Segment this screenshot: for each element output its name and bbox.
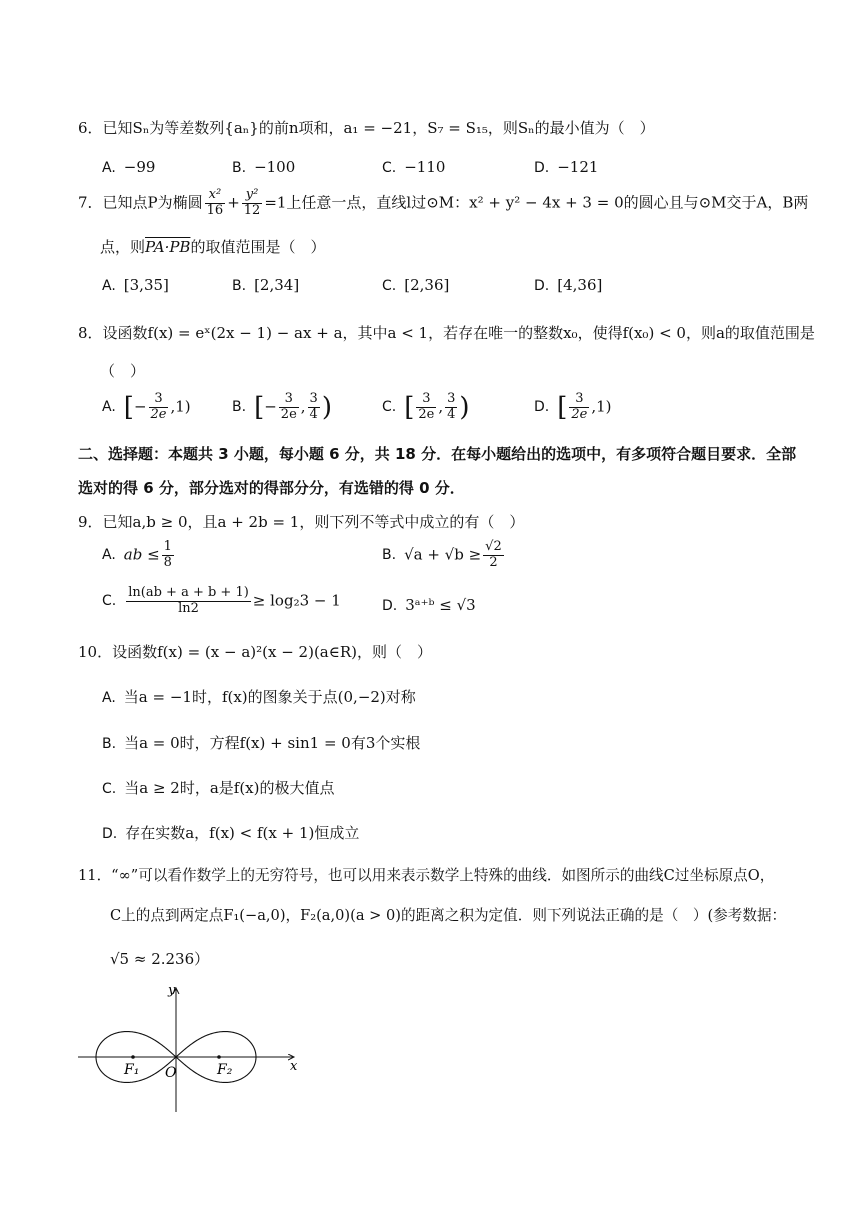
q11-stem: 11．“∞”可以看作数学上的无穷符号，也可以用来表示数学上特殊的曲线．如图所示的曲线C过坐标原点O， xyxy=(78,867,775,884)
q7-fraction-y: $\frac{\text{y²}}{12}$ xyxy=(243,187,261,218)
q9-option-a: A. ab ≤ $\frac{1}{8}$ xyxy=(102,539,172,570)
q8-option-d: D. [ $\frac{3}{2e}$ ,1) xyxy=(534,391,612,423)
axis-x-label: x xyxy=(290,1059,298,1074)
q7-vector-product: PA·PB xyxy=(145,238,191,256)
q10-stem: 10．设函数f(x) = (x − a)²(x − 2)(a∈R)，则（ ） xyxy=(78,643,432,661)
q9-stem: 9．已知a,b ≥ 0，且a + 2b = 1，则下列不等式中成立的有（ ） xyxy=(78,513,525,531)
q6-stem: 6．已知Sₙ为等差数列{aₙ}的前n项和，a₁ = −21，S₇ = S₁₅，则Sₙ的最小值为（ ） xyxy=(78,119,655,137)
q7-option-b: B. [2,34] xyxy=(232,276,300,294)
q10-option-c: C. 当a ≥ 2时，a是f(x)的极大值点 xyxy=(102,779,335,797)
origin-label: O xyxy=(165,1065,177,1081)
q9-option-d: D. 3ᵃ⁺ᵇ ≤ √3 xyxy=(382,596,476,614)
q7-stem-line2: 点，则PA·PB的取值范围是（ ） xyxy=(100,238,326,256)
q8-option-c: C. [ $\frac{3}{2e}$ , $\frac{3}{4}$ ) xyxy=(382,391,470,423)
q8-paren: （ ） xyxy=(100,362,146,380)
q7-fraction-x: $\frac{\text{x²}}{16}$ xyxy=(206,187,224,218)
q6-option-d: D. −121 xyxy=(534,158,599,176)
q7-stem: 7．已知点P为椭圆 $\frac{\text{x²}}{16}$ + $\frac{\text{y²}}{12}$ =1上任意一点，直线l过⊙M：x² + y² − 4x + 3 = 0的圆心且与⊙M交于A，B两 xyxy=(78,187,809,218)
axis-y-label: y xyxy=(168,983,176,998)
q8-stem: 8．设函数f(x) = eˣ(2x − 1) − ax + a，其中a < 1，若存在唯一的整数x₀，使得f(x₀) < 0，则a的取值范围是 xyxy=(78,324,815,342)
section2-heading: 二、选择题：本题共 3 小题，每小题 6 分，共 18 分．在每小题给出的选项中，有多项符合题目要求．全部 xyxy=(78,445,797,463)
f1-point xyxy=(131,1055,135,1059)
f2-label: F₂ xyxy=(217,1062,233,1078)
q6-option-a: A. −99 xyxy=(102,158,156,176)
q11-stem-line3: √5 ≈ 2.236） xyxy=(110,950,210,968)
q10-option-a: A. 当a = −1时，f(x)的图象关于点(0,−2)对称 xyxy=(102,688,416,706)
q9-option-c: C. $\frac{\ln(ab + a + b + 1)}{\ln 2}$ ≥ log₂3 − 1 xyxy=(102,585,341,616)
q6-option-b: B. −100 xyxy=(232,158,296,176)
lemniscate-figure xyxy=(70,980,310,1120)
f1-label: F₁ xyxy=(124,1062,140,1078)
q8-option-b: B. [− $\frac{3}{2e}$ , $\frac{3}{4}$ ) xyxy=(232,391,332,423)
q9-option-b: B. √a + √b ≥ $\frac{√2}{2}$ xyxy=(382,539,502,570)
section2-heading-line2: 选对的得 6 分，部分选对的得部分分，有选错的得 0 分． xyxy=(78,479,465,497)
q7-option-a: A. [3,35] xyxy=(102,276,169,294)
q10-option-d: D. 存在实数a，f(x) < f(x + 1)恒成立 xyxy=(102,824,360,842)
f2-point xyxy=(217,1055,221,1059)
q7-option-d: D. [4,36] xyxy=(534,276,603,294)
q10-option-b: B. 当a = 0时，方程f(x) + sin1 = 0有3个实根 xyxy=(102,734,421,752)
q11-stem-line2: C上的点到两定点F₁(−a,0)，F₂(a,0)(a > 0)的距离之积为定值．则下列说法正确的是（ ）(参考数据： xyxy=(110,907,787,924)
q8-option-a: A. [− $\frac{3}{2e}$ ,1) xyxy=(102,391,191,423)
q7-option-c: C. [2,36] xyxy=(382,276,450,294)
q6-option-c: C. −110 xyxy=(382,158,446,176)
